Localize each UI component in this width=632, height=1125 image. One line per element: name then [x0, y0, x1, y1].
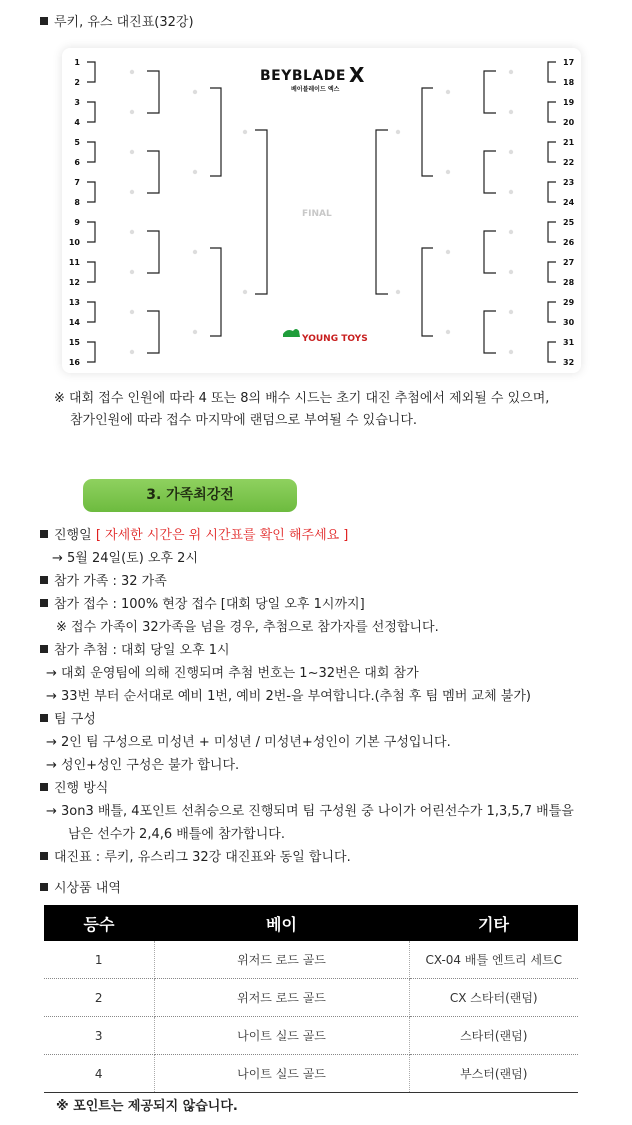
table-row	[44, 1055, 578, 1093]
method-line-2: 남은 선수가 2,4,6 배틀에 참가합니다.	[68, 827, 285, 842]
header-other: 기타	[409, 905, 578, 941]
family-section-title: 3. 가족최강전	[83, 479, 297, 512]
bracket-line	[147, 71, 159, 113]
cell-rank: 2	[44, 979, 154, 1017]
seed-number: 32	[563, 358, 575, 367]
bullet-square-icon	[40, 599, 48, 607]
placeholder-dot	[193, 170, 197, 174]
bracket-line	[548, 302, 556, 322]
team-line-2: → 성인+성인 구성은 불가 합니다.	[46, 758, 240, 773]
bracket-line	[210, 88, 221, 176]
bracket-line	[548, 182, 556, 202]
bracket-line	[548, 262, 556, 282]
seed-number: 31	[563, 338, 575, 347]
bracket-line	[484, 311, 496, 353]
placeholder-dot	[193, 330, 197, 334]
method-label: 진행 방식	[54, 781, 109, 796]
placeholder-dot	[509, 150, 513, 154]
schedule-date: → 5월 24일(토) 오후 2시	[52, 551, 198, 566]
seed-number: 7	[74, 178, 80, 187]
schedule-row	[40, 527, 348, 545]
seed-number: 28	[563, 278, 575, 287]
bracket-line	[87, 102, 95, 122]
table-row	[44, 1017, 578, 1055]
bracket-line	[484, 151, 496, 193]
placeholder-dot	[396, 290, 400, 294]
placeholder-dot	[509, 70, 513, 74]
young-toys-logo	[283, 329, 368, 344]
seed-number: 16	[68, 358, 80, 367]
placeholder-dot	[130, 70, 134, 74]
method-line-1: → 3on3 배틀, 4포인트 선취승으로 진행되며 팀 구성원 중 나이가 어린선수가 1,3,5,7 배틀을	[46, 804, 574, 819]
placeholder-dot	[509, 230, 513, 234]
teams-text: 참가 가족 : 32 가족	[54, 574, 167, 589]
bracket-line	[87, 142, 95, 162]
bracket-line	[87, 222, 95, 242]
placeholder-dot	[130, 230, 134, 234]
placeholder-dot	[130, 350, 134, 354]
cell-rank: 1	[44, 941, 154, 979]
placeholder-dot	[130, 310, 134, 314]
seed-number: 4	[74, 118, 80, 127]
draw-line-1: → 대회 운영팀에 의해 진행되며 추첨 번호는 1~32번은 대회 참가	[46, 666, 419, 681]
table-row	[44, 941, 578, 979]
bracket-line	[147, 311, 159, 353]
bullet-square-icon	[40, 883, 48, 891]
logo-subtitle: 베이블레이드 엑스	[291, 86, 340, 93]
prize-table	[44, 905, 578, 1093]
placeholder-dot	[446, 250, 450, 254]
seed-number: 30	[563, 318, 575, 327]
bracket-line	[210, 248, 221, 336]
tournament-bracket	[62, 48, 581, 373]
bracket-line	[484, 231, 496, 273]
header-rank: 등수	[44, 905, 154, 941]
seed-number: 18	[563, 78, 575, 87]
placeholder-dot	[509, 310, 513, 314]
bullet-square-icon	[40, 783, 48, 791]
placeholder-dot	[509, 110, 513, 114]
seed-number: 15	[68, 338, 80, 347]
placeholder-dot	[130, 150, 134, 154]
bracket-line	[548, 142, 556, 162]
placeholder-dot	[243, 290, 247, 294]
seed-number: 13	[68, 298, 80, 307]
elephant-icon	[283, 329, 300, 337]
seed-number: 20	[563, 118, 575, 127]
team-line-1: → 2인 팀 구성으로 미성년 + 미성년 / 미성년+성인이 기본 구성입니다.	[46, 735, 451, 750]
seed-number: 27	[563, 258, 575, 267]
table-header-row	[44, 905, 578, 941]
cell-bey: 위저드 로드 골드	[154, 979, 409, 1017]
bracket-heading-text: 루키, 유스 대진표(32강)	[54, 15, 194, 30]
seed-number: 17	[563, 58, 575, 67]
bracket-line	[87, 62, 95, 82]
seed-number: 21	[563, 138, 575, 147]
cell-bey: 위저드 로드 골드	[154, 941, 409, 979]
bullet-square-icon	[40, 530, 48, 538]
schedule-note: [ 자세한 시간은 위 시간표를 확인 해주세요 ]	[95, 528, 349, 543]
placeholder-dot	[193, 90, 197, 94]
seed-number: 24	[563, 198, 575, 207]
table-row	[44, 979, 578, 1017]
teams-row	[40, 573, 167, 591]
bracket-line	[484, 71, 496, 113]
team-row	[40, 711, 96, 729]
bracket-line	[376, 130, 388, 294]
bullet-square-icon	[40, 852, 48, 860]
seed-number: 2	[74, 78, 80, 87]
seed-number: 19	[563, 98, 575, 107]
seed-number: 9	[74, 218, 80, 227]
placeholder-dot	[446, 170, 450, 174]
prize-footer-note: ※ 포인트는 제공되지 않습니다.	[56, 1099, 238, 1114]
prize-heading-text: 시상품 내역	[54, 881, 121, 896]
bullet-square-icon	[40, 645, 48, 653]
bracket-line	[255, 130, 267, 294]
bracket-line	[422, 88, 433, 176]
placeholder-dot	[509, 270, 513, 274]
registration-row	[40, 596, 365, 614]
placeholder-dot	[509, 190, 513, 194]
schedule-label: 진행일	[54, 528, 92, 543]
seed-number: 8	[74, 198, 80, 207]
cell-bey: 나이트 실드 골드	[154, 1055, 409, 1093]
bracket-line	[548, 342, 556, 362]
bracket-line	[87, 182, 95, 202]
bracket-diagram	[62, 48, 581, 373]
bracket-ref-text: 대진표 : 루키, 유스리그 32강 대진표와 동일 합니다.	[54, 850, 351, 865]
seed-number: 29	[563, 298, 575, 307]
header-bey: 베이	[154, 905, 409, 941]
cell-other: 스타터(랜덤)	[409, 1017, 578, 1055]
seed-number: 1	[74, 58, 80, 67]
bracket-line	[548, 62, 556, 82]
seed-number: 6	[74, 158, 80, 167]
cell-other: 부스터(랜덤)	[409, 1055, 578, 1093]
draw-line-2: → 33번 부터 순서대로 예비 1번, 예비 2번-을 부여합니다.(추첨 후 팀 멤버 교체 불가)	[46, 689, 531, 704]
bracket-note-1: ※ 대회 접수 인원에 따라 4 또는 8의 배수 시드는 초기 대진 추첨에서 제외될 수 있으며,	[54, 391, 550, 406]
draw-row	[40, 642, 230, 660]
bracket-line	[147, 231, 159, 273]
placeholder-dot	[446, 90, 450, 94]
seed-number: 12	[68, 278, 80, 287]
placeholder-dot	[243, 130, 247, 134]
logo-x: X	[349, 63, 365, 87]
bullet-square-icon	[40, 714, 48, 722]
placeholder-dot	[396, 130, 400, 134]
cell-rank: 3	[44, 1017, 154, 1055]
placeholder-dot	[130, 110, 134, 114]
cell-other: CX-04 배틀 엔트리 세트C	[409, 941, 578, 979]
seed-number: 3	[74, 98, 80, 107]
placeholder-dot	[130, 270, 134, 274]
bullet-square-icon	[40, 17, 48, 25]
bracket-line	[87, 262, 95, 282]
bracket-line	[87, 342, 95, 362]
prize-heading	[40, 880, 121, 898]
bracket-line	[548, 102, 556, 122]
bracket-note-2: 참가인원에 따라 접수 마지막에 랜덤으로 부여될 수 있습니다.	[70, 413, 418, 428]
seed-number: 10	[68, 238, 80, 247]
bullet-square-icon	[40, 576, 48, 584]
cell-bey: 나이트 실드 골드	[154, 1017, 409, 1055]
registration-text: 참가 접수 : 100% 현장 접수 [대회 당일 오후 1시까지]	[54, 597, 365, 612]
placeholder-dot	[193, 250, 197, 254]
registration-note: ※ 접수 가족이 32가족을 넘을 경우, 추첨으로 참가자를 선정합니다.	[56, 620, 439, 635]
logo-text: BEYBLADE	[260, 68, 346, 84]
cell-other: CX 스타터(랜덤)	[409, 979, 578, 1017]
placeholder-dot	[130, 190, 134, 194]
bracket-line	[147, 151, 159, 193]
draw-text: 참가 추첨 : 대회 당일 오후 1시	[54, 643, 230, 658]
bracket-line	[548, 222, 556, 242]
bracket-ref-row	[40, 849, 351, 867]
team-label: 팀 구성	[54, 712, 96, 727]
bracket-line	[422, 248, 433, 336]
seed-number: 25	[563, 218, 575, 227]
cell-rank: 4	[44, 1055, 154, 1093]
beyblade-logo	[260, 63, 365, 93]
seed-number: 5	[74, 138, 80, 147]
bracket-line	[87, 302, 95, 322]
placeholder-dot	[446, 330, 450, 334]
bracket-heading	[40, 14, 194, 32]
sponsor-text: YOUNG TOYS	[302, 334, 368, 344]
seed-number: 23	[563, 178, 575, 187]
final-label: FINAL	[302, 209, 332, 219]
seed-number: 14	[68, 318, 80, 327]
method-row	[40, 780, 108, 798]
seed-number: 11	[68, 258, 80, 267]
seed-number: 22	[563, 158, 575, 167]
seed-number: 26	[563, 238, 575, 247]
placeholder-dot	[509, 350, 513, 354]
